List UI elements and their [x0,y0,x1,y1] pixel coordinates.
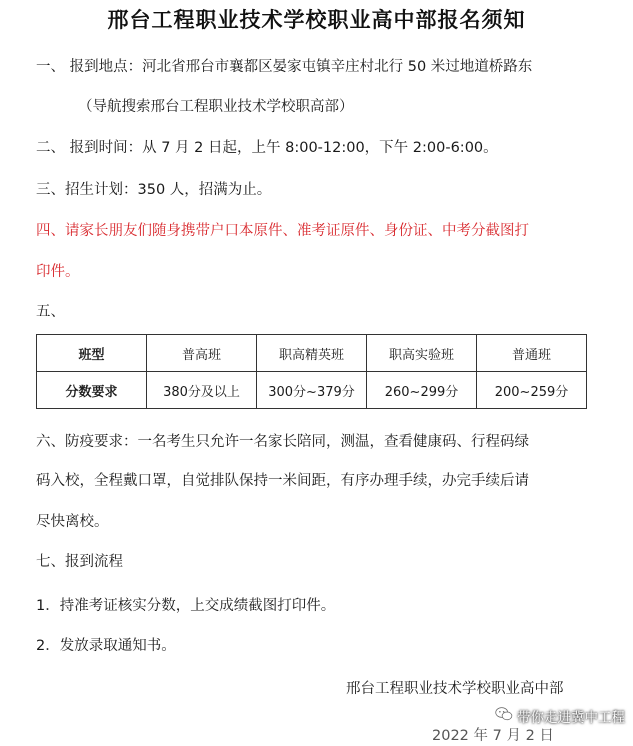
table-cell: 300分~379分 [257,372,367,409]
item-6-epidemic-cont: 码入校，全程戴口罩，自觉排队保持一米间距，有序办理手续，办完手续后请 [36,473,529,489]
wechat-icon [495,706,513,726]
signature: 邢台工程职业技术学校职业高中部 [346,681,564,697]
process-step-1: 1．持准考证核实分数，上交成绩截图打印件。 [36,598,336,614]
table-cell: 职高实验班 [367,335,477,372]
item-2-time: 二、 报到时间：从 7 月 2 日起，上午 8:00-12:00，下午 2:00-6:00。 [36,140,498,156]
table-row [37,372,587,409]
item-3-plan: 三、招生计划：350 人，招满为止。 [36,182,272,198]
table-cell: 分数要求 [37,372,147,409]
item-4-documents-cont: 印件。 [36,264,80,280]
item-1-navigation-hint: （导航搜索邢台工程职业技术学校职高部） [78,99,354,115]
item-5-label: 五、 [36,304,65,320]
date: 2022 年 7 月 2 日 [432,728,554,744]
table-cell: 260~299分 [367,372,477,409]
watermark [495,706,625,726]
item-4-documents: 四、请家长朋友们随身携带户口本原件、准考证原件、身份证、中考分截图打 [36,223,529,239]
item-7-process: 七、报到流程 [36,554,123,570]
notice-title: 邢台工程职业技术学校职业高中部报名须知 [107,8,526,32]
item-6-epidemic-end: 尽快离校。 [36,514,109,530]
score-table [36,334,587,409]
table-cell: 200~259分 [477,372,587,409]
process-step-2: 2．发放录取通知书。 [36,638,176,654]
item-6-epidemic: 六、防疫要求：一名考生只允许一名家长陪同，测温，查看健康码、行程码绿 [36,434,529,450]
item-1-location: 一、 报到地点：河北省邢台市襄都区晏家屯镇辛庄村北行 50 米过地道桥路东 [36,59,533,75]
table-cell: 380分及以上 [147,372,257,409]
table-header-row [37,335,587,372]
table-cell: 班型 [37,335,147,372]
watermark-text: 带你走进冀中工程 [517,710,625,726]
table-cell: 普高班 [147,335,257,372]
table-cell: 职高精英班 [257,335,367,372]
table-cell: 普通班 [477,335,587,372]
